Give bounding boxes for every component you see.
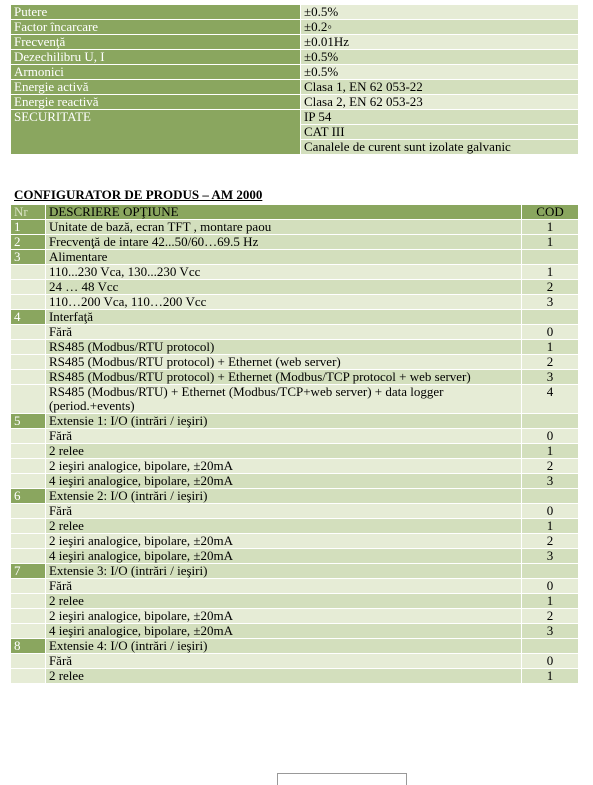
table-row [11, 534, 579, 549]
row-nr [11, 519, 45, 534]
table-row [11, 250, 579, 265]
spec-row [11, 35, 579, 50]
row-nr [11, 504, 45, 519]
row-cod: 2 [522, 280, 579, 295]
row-description: Extensie 4: I/O (intrări / ieşiri) [45, 639, 521, 654]
spec-row [11, 20, 579, 35]
spec-value: CAT III [301, 125, 579, 140]
row-cod: 2 [522, 459, 579, 474]
table-row [11, 325, 579, 340]
row-cod: 3 [522, 295, 579, 310]
row-description: Extensie 3: I/O (intrări / ieşiri) [45, 564, 521, 579]
row-nr: 7 [11, 564, 45, 579]
row-cod: 3 [522, 549, 579, 564]
row-description: Extensie 2: I/O (intrări / ieşiri) [45, 489, 521, 504]
row-description: 2 relee [45, 594, 521, 609]
row-description: 2 ieşiri analogice, bipolare, ±20mA [45, 534, 521, 549]
row-nr [11, 355, 45, 370]
spec-label: Dezechilibru U, I [11, 50, 301, 65]
row-cod: 1 [522, 594, 579, 609]
table-header-row [11, 205, 579, 220]
row-cod [522, 564, 579, 579]
row-description: 2 relee [45, 519, 521, 534]
row-description: Frecvenţă de intare 42...50/60…69.5 Hz [45, 235, 521, 250]
spec-value: ±0.01Hz [301, 35, 579, 50]
row-nr: 4 [11, 310, 45, 325]
row-nr [11, 594, 45, 609]
row-cod [522, 639, 579, 654]
row-nr [11, 459, 45, 474]
row-description: Unitate de bază, ecran TFT , montare paou [45, 220, 521, 235]
row-description: 4 ieşiri analogice, bipolare, ±20mA [45, 549, 521, 564]
row-cod [522, 489, 579, 504]
row-cod: 3 [522, 474, 579, 489]
table-row [11, 340, 579, 355]
table-row [11, 519, 579, 534]
row-nr [11, 370, 45, 385]
row-cod: 1 [522, 235, 579, 250]
table-row [11, 594, 579, 609]
row-description: Fără [45, 504, 521, 519]
row-cod: 2 [522, 355, 579, 370]
table-row [11, 459, 579, 474]
spec-value: Clasa 1, EN 62 053-22 [301, 80, 579, 95]
row-cod [522, 310, 579, 325]
spec-label: Putere [11, 5, 301, 20]
row-cod: 0 [522, 579, 579, 594]
row-nr [11, 474, 45, 489]
row-nr [11, 295, 45, 310]
header-cod: COD [522, 205, 579, 220]
spec-label: Energie reactivă [11, 95, 301, 110]
row-nr [11, 579, 45, 594]
row-description: 2 relee [45, 669, 521, 684]
spec-label: Frecvenţă [11, 35, 301, 50]
row-nr [11, 429, 45, 444]
row-cod: 4 [522, 385, 579, 414]
spec-value: ±0.5% [301, 5, 579, 20]
row-nr: 3 [11, 250, 45, 265]
configurator-title: CONFIGURATOR DE PRODUS – AM 2000 [14, 187, 263, 202]
row-description: RS485 (Modbus/RTU protocol) + Ethernet (web server) [45, 355, 521, 370]
row-description: RS485 (Modbus/RTU) + Ethernet (Modbus/TCP+web server) + data logger (period.+events) [45, 385, 521, 414]
row-nr [11, 549, 45, 564]
header-description: DESCRIERE OPŢIUNE [45, 205, 521, 220]
row-cod: 0 [522, 429, 579, 444]
spec-value: ±0.2◦ [301, 20, 579, 35]
row-nr [11, 340, 45, 355]
table-row [11, 549, 579, 564]
row-description: 2 ieşiri analogice, bipolare, ±20mA [45, 459, 521, 474]
row-description: RS485 (Modbus/RTU protocol) + Ethernet (Modbus/TCP protocol + web server) [45, 370, 521, 385]
row-description: Interfaţă [45, 310, 521, 325]
header-nr: Nr [11, 205, 45, 220]
table-row [11, 624, 579, 639]
row-nr [11, 609, 45, 624]
row-description: Fără [45, 654, 521, 669]
table-row [11, 474, 579, 489]
page-footer-box [277, 773, 407, 785]
table-row [11, 429, 579, 444]
spec-row [11, 80, 579, 95]
spec-label: Factor încarcare [11, 20, 301, 35]
row-cod: 0 [522, 654, 579, 669]
table-row [11, 265, 579, 280]
spec-row [11, 95, 579, 110]
row-nr [11, 444, 45, 459]
table-row [11, 220, 579, 235]
row-nr [11, 280, 45, 295]
table-row [11, 310, 579, 325]
table-row [11, 669, 579, 684]
row-cod [522, 250, 579, 265]
table-row [11, 489, 579, 504]
row-nr: 6 [11, 489, 45, 504]
table-row [11, 280, 579, 295]
row-nr: 1 [11, 220, 45, 235]
row-nr [11, 624, 45, 639]
spec-label: Armonici [11, 65, 301, 80]
spec-value: Clasa 2, EN 62 053-23 [301, 95, 579, 110]
row-cod: 0 [522, 325, 579, 340]
row-cod: 1 [522, 669, 579, 684]
row-description: Extensie 1: I/O (intrări / ieşiri) [45, 414, 521, 429]
row-description: 24 … 48 Vcc [45, 280, 521, 295]
row-description: RS485 (Modbus/RTU protocol) [45, 340, 521, 355]
table-row [11, 295, 579, 310]
row-description: Fără [45, 579, 521, 594]
spec-value: ±0.5% [301, 65, 579, 80]
row-description: Fără [45, 325, 521, 340]
row-description: Fără [45, 429, 521, 444]
table-row [11, 564, 579, 579]
row-nr: 8 [11, 639, 45, 654]
product-configurator-table [11, 205, 579, 684]
table-row [11, 235, 579, 250]
spec-value: ±0.5% [301, 50, 579, 65]
row-cod: 1 [522, 340, 579, 355]
row-cod: 1 [522, 444, 579, 459]
table-row [11, 639, 579, 654]
row-nr [11, 325, 45, 340]
row-nr [11, 265, 45, 280]
spec-row [11, 110, 579, 125]
row-cod: 3 [522, 370, 579, 385]
row-nr [11, 385, 45, 414]
table-row [11, 609, 579, 624]
row-description: 110…200 Vca, 110…200 Vcc [45, 295, 521, 310]
row-cod: 2 [522, 609, 579, 624]
spec-value: IP 54 [301, 110, 579, 125]
table-row [11, 355, 579, 370]
row-description: 2 relee [45, 444, 521, 459]
row-description: 2 ieşiri analogice, bipolare, ±20mA [45, 609, 521, 624]
row-cod: 2 [522, 534, 579, 549]
row-cod: 1 [522, 220, 579, 235]
row-nr: 5 [11, 414, 45, 429]
row-nr [11, 654, 45, 669]
row-description: 4 ieşiri analogice, bipolare, ±20mA [45, 624, 521, 639]
table-row [11, 414, 579, 429]
spec-row [11, 65, 579, 80]
row-cod: 0 [522, 504, 579, 519]
spec-label: SECURITATE [11, 110, 301, 155]
row-cod: 3 [522, 624, 579, 639]
table-row [11, 504, 579, 519]
table-row [11, 370, 579, 385]
row-cod: 1 [522, 519, 579, 534]
spec-label: Energie activă [11, 80, 301, 95]
row-nr [11, 669, 45, 684]
spec-value: Canalele de curent sunt izolate galvanic [301, 140, 579, 155]
spec-row [11, 50, 579, 65]
table-row [11, 579, 579, 594]
row-description: 110...230 Vca, 130...230 Vcc [45, 265, 521, 280]
specifications-table [11, 5, 579, 155]
row-description: 4 ieşiri analogice, bipolare, ±20mA [45, 474, 521, 489]
row-nr: 2 [11, 235, 45, 250]
table-row [11, 654, 579, 669]
table-row [11, 385, 579, 414]
table-row [11, 444, 579, 459]
spec-row [11, 5, 579, 20]
row-cod [522, 414, 579, 429]
row-description: Alimentare [45, 250, 521, 265]
row-cod: 1 [522, 265, 579, 280]
row-nr [11, 534, 45, 549]
